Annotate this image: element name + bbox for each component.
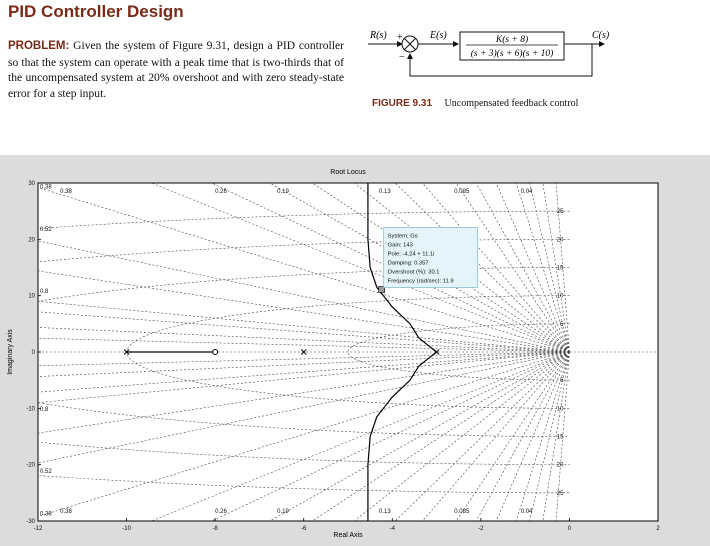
- grid-frequency-label: 5: [560, 321, 564, 328]
- grid-damping-label-top: 0.085: [454, 189, 470, 195]
- grid-damping-label-left: 0.38: [40, 511, 52, 518]
- root-locus-plot: [0, 155, 710, 546]
- grid-frequency-label: 10: [556, 293, 564, 300]
- grid-frequency-label: 20: [556, 462, 564, 469]
- x-tick-label: 0: [567, 526, 572, 532]
- problem-text: Given the system of Figure 9.31, design a PID controller so that the system can operate with a peak time that is two-thirds that of the uncompensated system at 20% overshoot and with zero steady-state error for a step input.: [8, 39, 344, 100]
- problem-label: PROBLEM:: [8, 40, 70, 52]
- y-tick-label: -30: [26, 519, 35, 525]
- plus-sign: +: [397, 32, 403, 43]
- grid-damping-label-left: 0.52: [40, 469, 52, 476]
- chart-title: Root Locus: [330, 169, 366, 176]
- x-tick-label: -2: [478, 526, 484, 532]
- grid-frequency-label: 15: [556, 265, 564, 272]
- error-label: E(s): [430, 30, 447, 41]
- plant-numerator: K(s + 8): [495, 35, 529, 45]
- grid-damping-label-bottom: 0.085: [454, 509, 470, 515]
- minus-sign: −: [399, 52, 405, 63]
- x-tick-label: -4: [389, 526, 395, 532]
- page-title: PID Controller Design: [8, 2, 184, 21]
- grid-damping-label-top: 0.19: [277, 189, 289, 195]
- output-label: C(s): [592, 30, 610, 41]
- datatip-line: System: Gs: [387, 233, 418, 240]
- grid-frequency-label: 5: [560, 378, 564, 385]
- problem-statement: [8, 38, 344, 101]
- block-diagram: [360, 26, 610, 96]
- grid-damping-label-bottom: 0.26: [215, 509, 227, 515]
- input-label: R(s): [370, 30, 387, 41]
- zero-marker: [213, 350, 218, 355]
- y-tick-label: -20: [26, 462, 35, 469]
- x-tick-label: 2: [656, 526, 660, 532]
- grid-damping-label-left: 0.8: [40, 288, 49, 295]
- y-tick-label: 20: [28, 237, 35, 244]
- grid-frequency-label: 25: [556, 209, 564, 216]
- x-tick-label: -8: [212, 526, 218, 532]
- grid-frequency-label: 25: [556, 490, 564, 497]
- y-tick-label: 10: [28, 293, 35, 300]
- root-locus-figure: [0, 155, 710, 546]
- grid-damping-label-bottom: 0.19: [277, 509, 289, 515]
- summing-junction: [402, 36, 418, 52]
- grid-damping-label-left: 0.52: [40, 226, 52, 233]
- y-axis-label: Imaginary Axis: [7, 329, 14, 375]
- figure-caption: [372, 98, 578, 109]
- grid-damping-label-bottom: 0.38: [60, 509, 72, 515]
- grid-damping-label-top: 0.38: [60, 189, 72, 195]
- grid-damping-label-left: 0.8: [40, 407, 49, 414]
- grid-damping-label-top: 0.26: [215, 189, 227, 195]
- grid-damping-label-bottom: 0.04: [520, 509, 533, 515]
- datatip-line: Damping: 0.357: [387, 260, 429, 267]
- figure-label: FIGURE 9.31: [372, 98, 433, 109]
- y-tick-label: 0: [31, 350, 35, 356]
- grid-frequency-label: 20: [556, 237, 564, 244]
- plant-denominator: (s + 3)(s + 6)(s + 10): [470, 49, 554, 59]
- grid-damping-label-top: 0.13: [379, 189, 391, 195]
- grid-damping-label-top: 0.04: [520, 189, 533, 195]
- y-tick-label: -10: [26, 406, 35, 413]
- datatip-line: Gain: 143: [387, 242, 413, 249]
- x-tick-label: -12: [33, 526, 43, 532]
- grid-frequency-label: 10: [556, 406, 564, 413]
- x-tick-label: -6: [301, 526, 307, 532]
- x-axis-label: Real Axis: [333, 532, 363, 539]
- grid-damping-label-left: 0.38: [40, 184, 52, 191]
- y-tick-label: 30: [28, 181, 35, 187]
- figure-caption-text: Uncompensated feedback control: [444, 98, 579, 109]
- datatip: [379, 227, 478, 292]
- x-tick-label: -10: [122, 526, 131, 532]
- datatip-line: Frequency (rad/sec): 11.9: [387, 278, 454, 285]
- grid-frequency-label: 15: [556, 434, 564, 441]
- datatip-line: Overshoot (%): 30.1: [387, 269, 440, 276]
- grid-damping-label-bottom: 0.13: [379, 509, 391, 515]
- datatip-line: Pole: -4.24 + 11.1i: [387, 251, 435, 258]
